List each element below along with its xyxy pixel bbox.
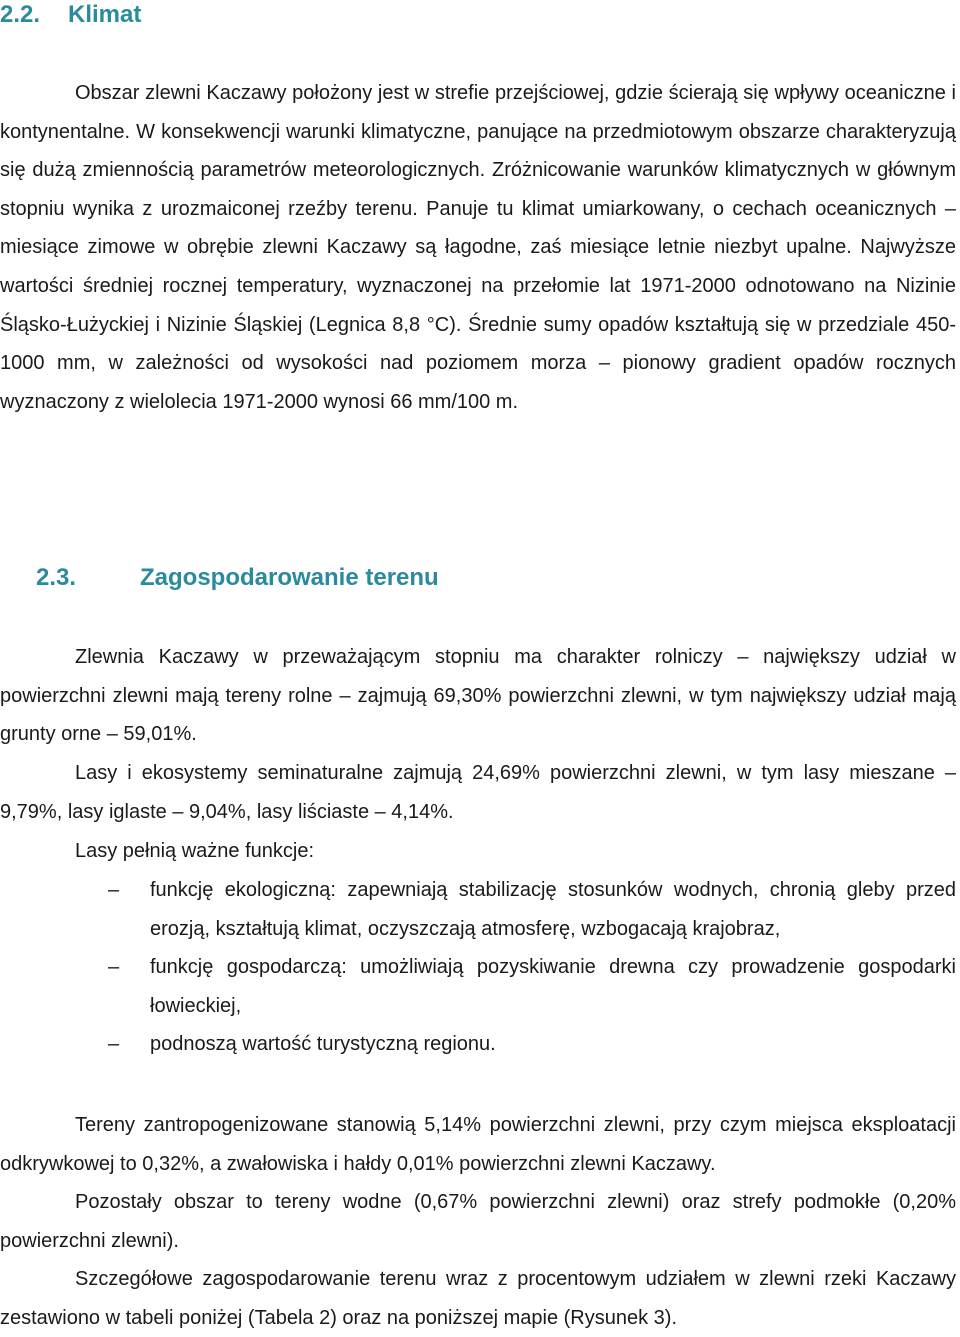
list-item-text: podnoszą wartość turystyczną regionu. — [150, 1033, 496, 1055]
list-item-text: funkcję ekologiczną: zapewniają stabilizację stosunków wodnych, chronią gleby przed erozją, kształtują klimat, oczyszczają atmosferę, wzbogacają krajobraz, — [150, 879, 956, 940]
section-number: 2.3. — [36, 564, 77, 591]
list-item — [0, 871, 956, 948]
paragraph-water-areas: Pozostały obszar to tereny wodne (0,67% powierzchni zlewni) oraz strefy podmokłe (0,20% powierzchni zlewni). — [0, 1191, 956, 1252]
section-heading-klimat — [0, 0, 141, 30]
dash-bullet: – — [108, 956, 120, 978]
paragraph-climat: Obszar zlewni Kaczawy położony jest w strefie przejściowej, gdzie ścierają się wpływy oceaniczne i kontynentalne. W konsekwencji warunki klimatyczne, panujące na przedmiotowym obszarze charakteryzują się dużą zmiennością parametrów meteorologicznych. Zróżnicowanie warunków klimatycznych w głównym stopniu wynika z urozmaiconej rzeźby terenu. Panuje tu klimat umiarkowany, o cechach oceanicznych – miesiące zimowe w obrębie zlewni Kaczawy są łagodne, zaś miesiące letnie niezbyt upalne. Najwyższe wartości średniej rocznej temperatury, wyznaczonej na przełomie lat 1971-2000 odnotowano na Nizinie Śląsko-Łużyckiej i Nizinie Śląskiej (Legnica 8,8 °C). Średnie sumy opadów kształtują się w przedziale 450-1000 mm, w zależności od wysokości nad poziomem morza – pionowy gradient opadów rocznych wyznaczony z wielolecia 1971-2000 wynosi 66 mm/100 m. — [0, 82, 956, 413]
paragraph-anthropogenic: Tereny zantropogenizowane stanowią 5,14% powierzchni zlewni, przy czym miejsca eksploatacji odkrywkowej to 0,32%, a zwałowiska i hałdy 0,01% powierzchni zlewni Kaczawy. — [0, 1114, 956, 1175]
paragraph-forest-functions: Lasy pełnią ważne funkcje: — [75, 840, 315, 862]
dash-bullet: – — [108, 1033, 120, 1055]
list-item — [0, 1025, 956, 1064]
dash-bullet: – — [108, 879, 120, 901]
list-item-text: funkcję gospodarczą: umożliwiają pozyskiwanie drewna czy prowadzenie gospodarki łowieckiej, — [150, 956, 956, 1017]
list-item — [0, 948, 956, 1025]
forest-functions-list — [0, 871, 956, 1064]
section-heading-zagospodarowanie — [0, 563, 439, 593]
section-number: 2.2. — [0, 1, 41, 28]
section-title: Klimat — [68, 1, 142, 28]
paragraph-agriculture: Zlewnia Kaczawy w przeważającym stopniu ma charakter rolniczy – największy udział w powierzchni zlewni mają tereny rolne – zajmują 69,30% powierzchni zlewni, w tym największy udział mają grunty orne – 59,01%. — [0, 646, 956, 745]
paragraph-table-reference: Szczegółowe zagospodarowanie terenu wraz z procentowym udziałem w zlewni rzeki Kaczawy zestawiono w tabeli poniżej (Tabela 2) oraz na poniższej mapie (Rysunek 3). — [0, 1268, 956, 1329]
paragraph-forests: Lasy i ekosystemy seminaturalne zajmują 24,69% powierzchni zlewni, w tym lasy mieszane – 9,79%, lasy iglaste – 9,04%, lasy liściaste – 4,14%. — [0, 762, 956, 823]
section-title: Zagospodarowanie terenu — [140, 564, 439, 591]
